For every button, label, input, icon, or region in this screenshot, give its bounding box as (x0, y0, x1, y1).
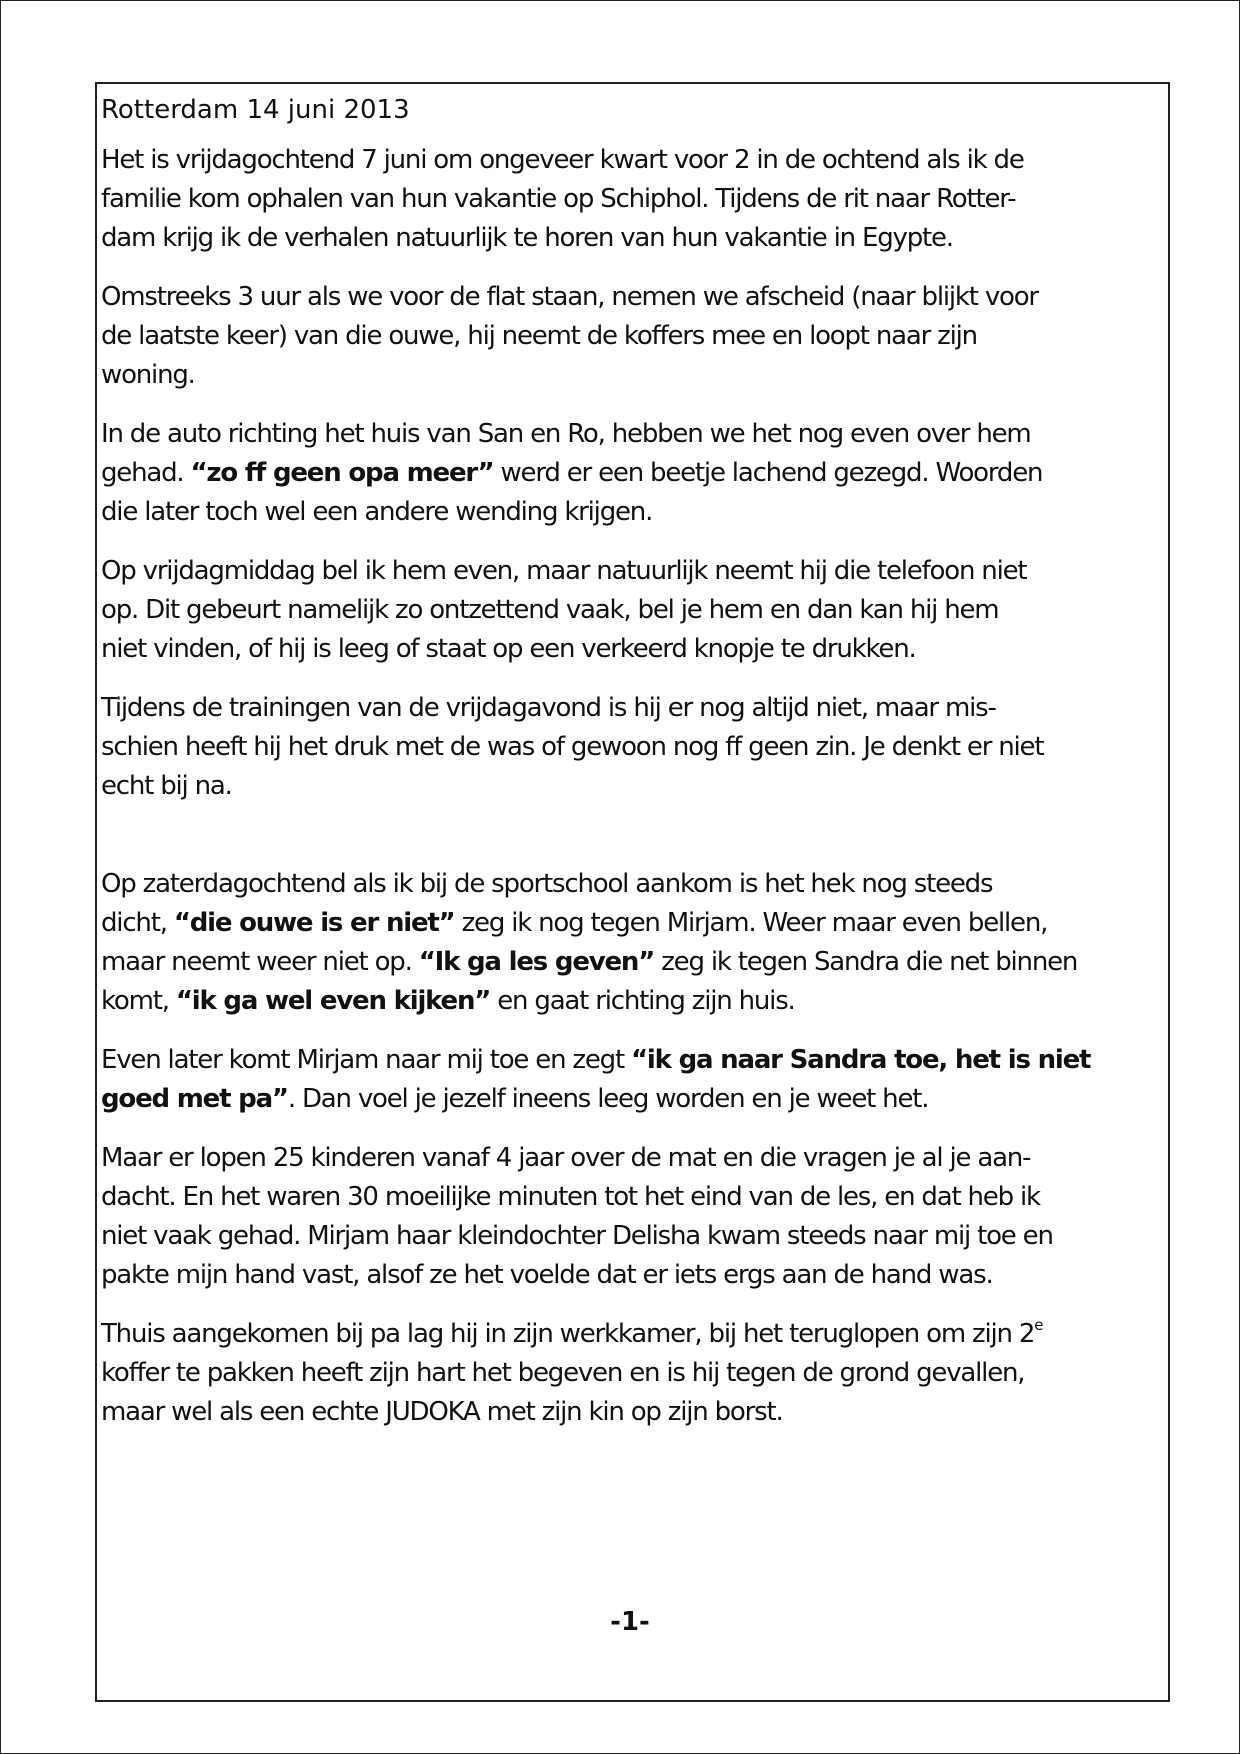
paragraph-line: In de auto richting het huis van San en Ro, hebben we het nog even over hem (101, 419, 1031, 449)
text-run: gehad. (101, 458, 191, 488)
paragraph-line (101, 454, 1167, 493)
text-run: Thuis aangekomen bij pa lag hij in zijn werkkamer, bij het teruglopen om zijn 2 (101, 1319, 1035, 1349)
paragraph-8 (101, 1139, 1167, 1295)
text-run: en gaat richting zijn huis. (490, 986, 795, 1016)
document-body (101, 86, 1167, 1452)
paragraph-line: woning. (101, 360, 195, 390)
text-run: maar neemt weer niet op. (101, 947, 419, 977)
paragraph-line: dacht. En het waren 30 moeilijke minuten tot het eind van de les, en dat heb ik (101, 1182, 1040, 1212)
paragraph-line (101, 982, 1167, 1021)
paragraph-line (101, 1041, 1167, 1080)
text-run: zeg ik nog tegen Mirjam. Weer maar even bellen, (454, 908, 1048, 938)
paragraph-line: Op zaterdagochtend als ik bij de sportschool aankom is het hek nog steeds (101, 869, 993, 899)
paragraph-line: pakte mijn hand vast, alsof ze het voelde dat er iets ergs aan de hand was. (101, 1260, 993, 1290)
paragraph-9 (101, 1315, 1167, 1432)
paragraph-line: koffer te pakken heeft zijn hart het begeven en is hij tegen de grond gevallen, (101, 1358, 1025, 1388)
paragraph-line (101, 1315, 1167, 1354)
superscript: e (1034, 1316, 1043, 1335)
paragraph-line: de laatste keer) van die ouwe, hij neemt de koffers mee en loopt naar zijn (101, 321, 977, 351)
text-run: Even later komt Mirjam naar mij toe en zegt (101, 1045, 632, 1075)
paragraph-line: echt bij na. (101, 771, 232, 801)
bold-quote: “Ik ga les geven” (418, 947, 655, 977)
paragraph-2 (101, 278, 1167, 395)
paragraph-line: dam krijg ik de verhalen natuurlijk te horen van hun vakantie in Egypte. (101, 223, 953, 253)
paragraph-7 (101, 1041, 1167, 1119)
bold-quote: “ik ga naar Sandra toe, het is niet (631, 1045, 1091, 1075)
bold-quote: goed met pa” (101, 1084, 288, 1114)
paragraph-6 (101, 865, 1167, 1021)
paragraph-line: niet vinden, of hij is leeg of staat op een verkeerd knopje te drukken. (101, 634, 916, 664)
paragraph-line: maar wel als een echte JUDOKA met zijn kin op zijn borst. (101, 1397, 783, 1427)
paragraph-line: Tijdens de trainingen van de vrijdagavond is hij er nog altijd niet, maar mis- (101, 693, 996, 723)
paragraph-4 (101, 552, 1167, 669)
text-run: . Dan voel je jezelf ineens leeg worden en je weet het. (287, 1084, 929, 1114)
paragraph-1 (101, 141, 1167, 258)
text-run: dicht, (101, 908, 174, 938)
paragraph-line: niet vaak gehad. Mirjam haar kleindochter Delisha kwam steeds naar mij toe en (101, 1221, 1053, 1251)
paragraph-line: Het is vrijdagochtend 7 juni om ongeveer kwart voor 2 in de ochtend als ik de (101, 145, 1024, 175)
paragraph-line: op. Dit gebeurt namelijk zo ontzettend vaak, bel je hem en dan kan hij hem (101, 595, 999, 625)
paragraph-line: schien heeft hij het druk met de was of gewoon nog ff geen zin. Je denkt er niet (101, 732, 1044, 762)
paragraph-line: familie kom ophalen van hun vakantie op Schiphol. Tijdens de rit naar Rotter- (101, 184, 1016, 214)
bold-quote: “die ouwe is er niet” (173, 908, 455, 938)
paragraph-line: Omstreeks 3 uur als we voor de flat staan, nemen we afscheid (naar blijkt voor (101, 282, 1038, 312)
document-date: Rotterdam 14 juni 2013 (101, 95, 410, 125)
paragraph-line (101, 943, 1167, 982)
paragraph-line (101, 1080, 1167, 1119)
text-run: werd er een beetje lachend gezegd. Woorden (493, 458, 1043, 488)
page-number: -1- (610, 1607, 650, 1637)
paragraph-line (101, 904, 1167, 943)
bold-quote: “ik ga wel even kijken” (175, 986, 491, 1016)
paragraph-line: Maar er lopen 25 kinderen vanaf 4 jaar over de mat en die vragen je al je aan- (101, 1143, 1031, 1173)
text-run: komt, (101, 986, 176, 1016)
paragraph-5 (101, 689, 1167, 806)
bold-quote: “zo ff geen opa meer” (190, 458, 494, 488)
paragraph-line: Op vrijdagmiddag bel ik hem even, maar natuurlijk neemt hij die telefoon niet (101, 556, 1027, 586)
paragraph-3 (101, 415, 1167, 532)
paragraph-line: die later toch wel een andere wending krijgen. (101, 497, 653, 527)
text-run: zeg ik tegen Sandra die net binnen (654, 947, 1078, 977)
